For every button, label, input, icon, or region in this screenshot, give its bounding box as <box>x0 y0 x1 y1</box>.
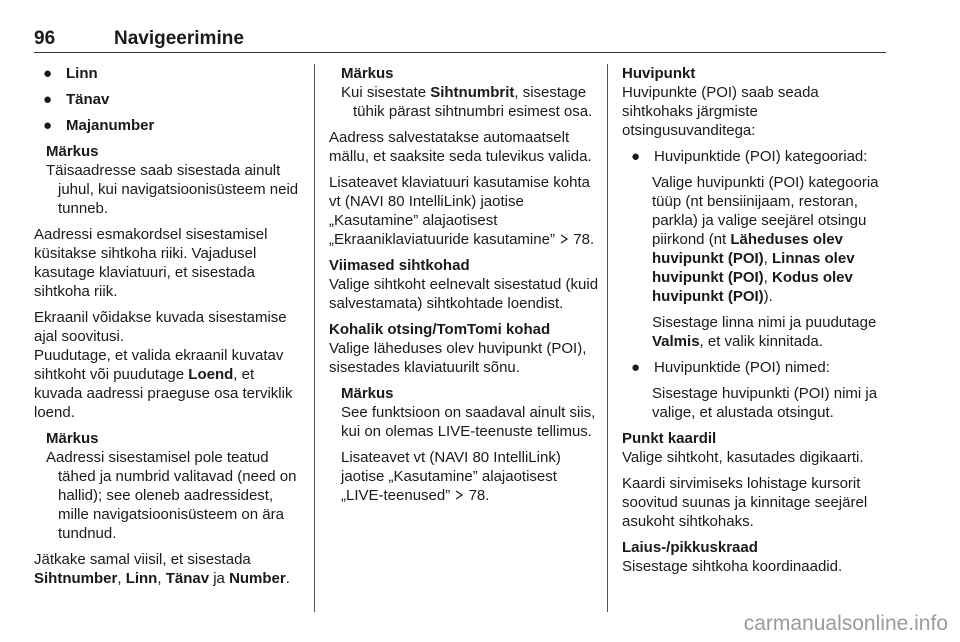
paragraph: Sisestage huvipunkti (POI) nimi ja valige, et alustada otsingut. <box>652 385 878 421</box>
section-title: Punkt kaardil <box>622 430 717 447</box>
note-box <box>329 64 599 121</box>
page-reference-icon <box>559 230 569 240</box>
paragraph: Huvipunkte (POI) saab seada sihtkohaks järgmiste otsingusuvanditega: <box>622 84 819 139</box>
note-title: Märkus <box>46 143 99 160</box>
note-text: Lisateavet vt (NAVI 80 IntelliLink) jaotise „Kasutamine” alajaotisest „LIVE-teenused” 78. <box>341 449 561 504</box>
note-text: Kui sisestate Sihtnumbrit, sisestage <box>341 84 587 101</box>
bullet-icon: ● <box>43 65 53 82</box>
note-text: See funktsioon on saadaval ainult siis, kui on olemas LIVE-teenuste tellimus. <box>341 404 596 440</box>
list-item: ● Huvipunktide (POI) nimed: <box>631 359 830 376</box>
note-text: juhul, kui navigatsioonisüsteem neid tunneb. <box>58 181 299 217</box>
note-box <box>34 429 304 543</box>
note-title: Märkus <box>341 65 394 82</box>
note-text: Aadressi sisestamisel pole teatud <box>46 449 269 466</box>
section-title: Viimased sihtkohad <box>329 257 470 274</box>
paragraph: Ekraanil võidakse kuvada sisestamise ajal soovitusi. <box>34 309 287 345</box>
note-text: tähed ja numbrid valitavad (need on hallid); see oleneb aadressidest, mille navigatsioonisüsteem on ära tundnud. <box>58 468 297 542</box>
paragraph: Lisateavet klaviatuuri kasutamise kohta vt (NAVI 80 IntelliLink) jaotise „Kasutamine” alajaotisest „Ekraaniklaviatuuride kasutamine” 78. <box>329 174 595 248</box>
column-1 <box>34 64 304 595</box>
page-title: Navigeerimine <box>114 28 244 49</box>
paragraph: Aadress salvestatakse automaatselt mällu, et saaksite seda tulevikus valida. <box>329 129 592 165</box>
paragraph: Kaardi sirvimiseks lohistage kursorit soovitud suunas ja kinnitage seejärel asukoht sihtkohaks. <box>622 475 868 530</box>
list-item: ● Majanumber <box>43 117 155 134</box>
bullet-icon: ● <box>631 148 641 165</box>
note-title: Märkus <box>341 385 394 402</box>
list-item: ● Huvipunktide (POI) kategooriad: <box>631 148 868 165</box>
bullet-icon: ● <box>631 359 641 376</box>
paragraph: Puudutage, et valida ekraanil kuvatav sihtkoht või puudutage Loend, et kuvada aadressi praeguse osa terviklik loend. <box>34 347 293 421</box>
paragraph: Sisestage linna nimi ja puudutage Valmis, et valik kinnitada. <box>652 314 877 350</box>
list-item: ● Tänav <box>43 91 110 108</box>
paragraph: Valige huvipunkti (POI) kategooria tüüp (nt bensiinijaam, restoran, parkla) ja valige seejärel otsingu piirkond (nt Läheduses olev huvipunkt (POI), Linnas olev huvipunkt (POI), Kodus olev huvipunkt (POI)). <box>652 174 879 305</box>
paragraph: Valige sihtkoht eelnevalt sisestatud (kuid salvestamata) sihtkohtade loendist. <box>329 276 599 312</box>
paragraph: Aadressi esmakordsel sisestamisel küsitakse sihtkoha riiki. Vajadusel kasutage klaviatuuri, et sisestada sihtkoha riik. <box>34 226 268 300</box>
section-title: Huvipunkt <box>622 65 696 82</box>
page-header <box>34 22 886 53</box>
section-title: Kohalik otsing/TomTomi kohad <box>329 321 551 338</box>
list-item: ● Linn <box>43 65 98 82</box>
note-text: tühik pärast sihtnumbri esimest osa. <box>353 103 593 120</box>
paragraph: Valige läheduses olev huvipunkt (POI), sisestades klaviatuurilt sõnu. <box>329 340 587 376</box>
paragraph: Jätkake samal viisil, et sisestada Sihtnumber, Linn, Tänav ja Number. <box>34 551 290 587</box>
column-3 <box>622 64 892 583</box>
note-title: Märkus <box>46 430 99 447</box>
paragraph: Valige sihtkoht, kasutades digikaarti. <box>622 449 864 466</box>
note-box <box>34 142 304 218</box>
column-divider <box>314 64 315 612</box>
bullet-icon: ● <box>43 117 53 134</box>
note-text: Täisaadresse saab sisestada ainult <box>46 162 281 179</box>
column-divider <box>607 64 608 612</box>
page-reference-icon <box>454 486 464 496</box>
section-title: Laius-/pikkuskraad <box>622 539 758 556</box>
column-2 <box>329 64 599 512</box>
watermark: carmanualsonline.info <box>743 612 948 635</box>
page-number: 96 <box>34 28 56 49</box>
bullet-icon: ● <box>43 91 53 108</box>
paragraph: Sisestage sihtkoha koordinaadid. <box>622 558 843 575</box>
note-box <box>329 384 599 505</box>
